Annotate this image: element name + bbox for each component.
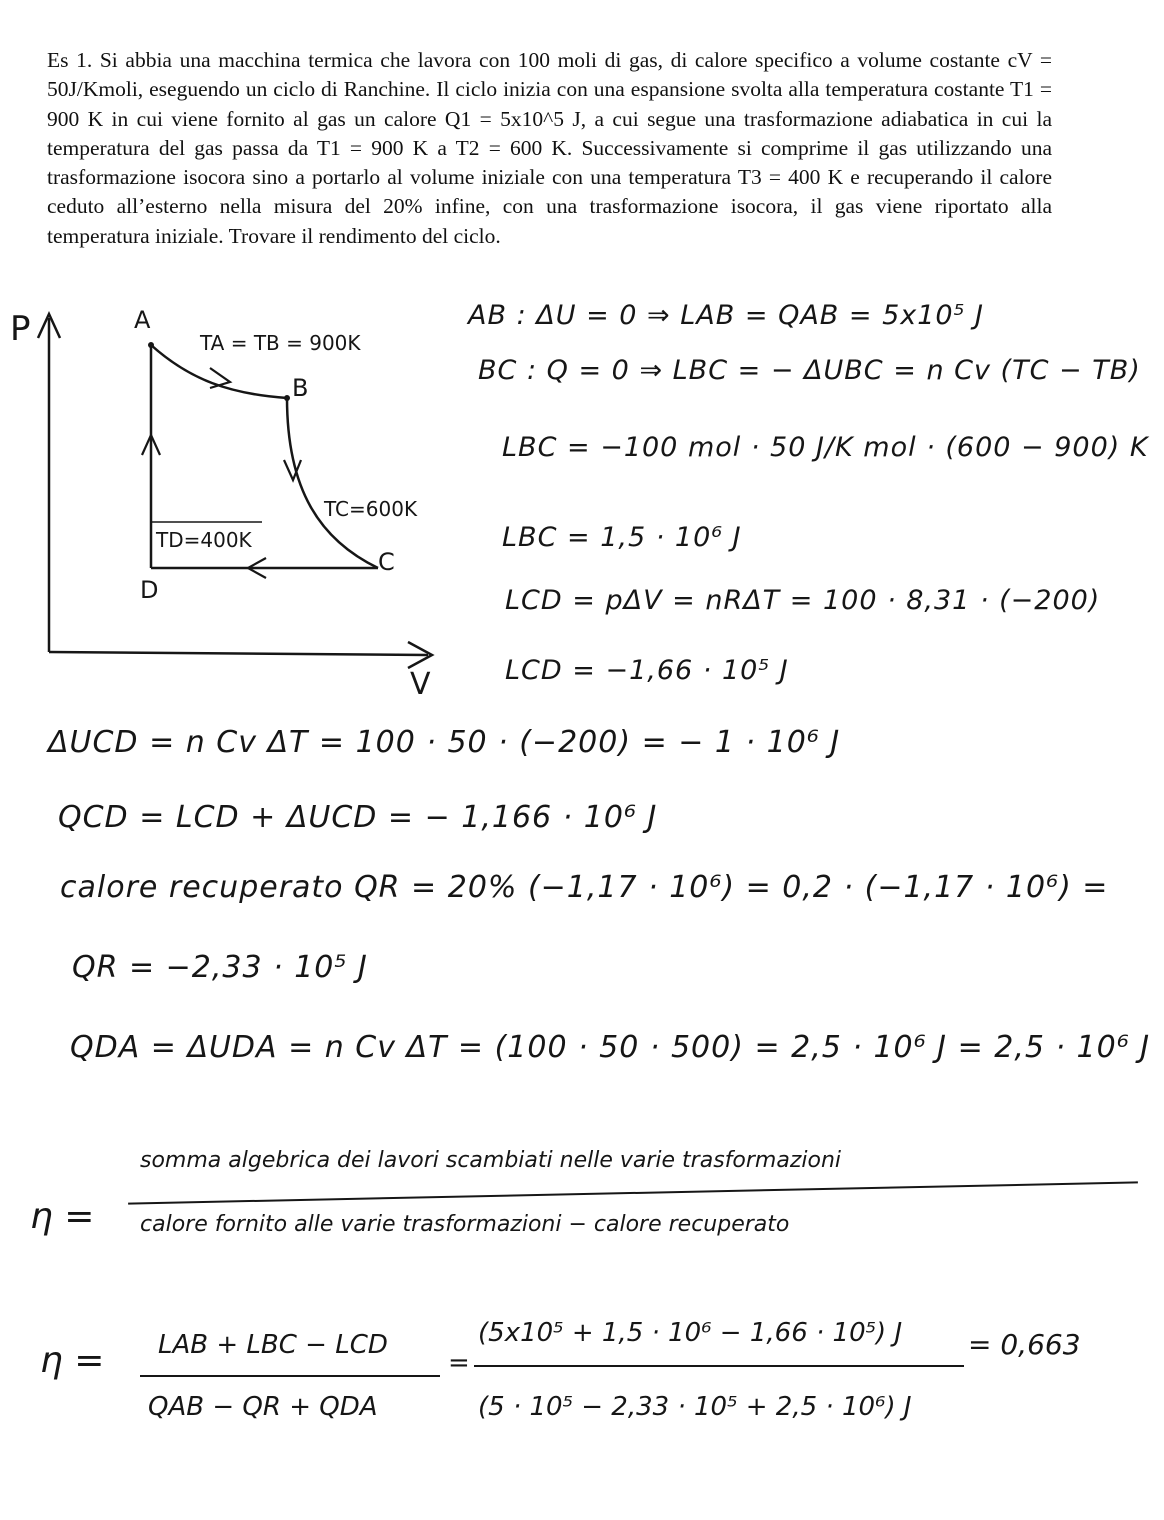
solution-line-lcd-calc: LCD = pΔV = nRΔT = 100 · 8,31 · (−200) <box>505 585 1101 616</box>
eta-numeric-result: = 0,663 <box>968 1328 1081 1361</box>
solution-line-recovered-heat: calore recuperato QR = 20% (−1,17 · 10⁶) = 0,2 · (−1,17 · 10⁶) = <box>60 870 1109 905</box>
solution-line-qr: QR = −2,33 · 10⁵ J <box>72 950 368 985</box>
eta-numeric-denominator: QAB − QR + QDA <box>148 1392 378 1422</box>
point-a-dot <box>148 342 154 348</box>
eta-numeric-equals: = <box>448 1348 470 1378</box>
eta-numeric-fraction-bar-2 <box>474 1365 964 1367</box>
label-ab-temp: TA = TB = 900K <box>200 331 361 355</box>
point-d-label: D <box>140 576 159 604</box>
eta-numeric-symbol: η = <box>40 1340 105 1381</box>
point-b-dot <box>284 395 290 401</box>
solution-line-ducd: ΔUCD = n Cv ΔT = 100 · 50 · (−200) = − 1 · 10⁶ J <box>48 725 841 760</box>
problem-statement: Es 1. Si abbia una macchina termica che lavora con 100 moli di gas, di calore specifico a volume costante cV = 50J/Kmoli, eseguendo un ciclo di Ranchine. Il ciclo inizia con una espansione svolta alla temperatura costante T1 = 900 K in cui viene fornito al gas un calore Q1 = 5x10^5 J, a cui segue una trasformazione adiabatica in cui la temperatura del gas passa da T1 = 900 K a T2 = 600 K. Successivamente si comprime il gas utilizzando una trasformazione isocora sino a portarlo al volume iniziale con una temperatura T3 = 400 K e recuperando il calore ceduto all’esterno nella misura del 20% infine, con una trasformazione isocora, il gas viene riportato alla temperatura iniziale. Trovare il rendimento del ciclo. <box>47 48 1052 248</box>
label-d-temp: TD=400K <box>156 528 252 552</box>
eta-numeric-numerator: LAB + LBC − LCD <box>158 1330 388 1360</box>
eta-numeric-values-numerator: (5x10⁵ + 1,5 · 10⁶ − 1,66 · 10⁵) J <box>478 1318 903 1348</box>
eta-numeric-values-denominator: (5 · 10⁵ − 2,33 · 10⁵ + 2,5 · 10⁶) J <box>478 1392 912 1422</box>
adiabat-bc <box>287 398 378 568</box>
eta-numeric-fraction-bar-1 <box>140 1375 440 1377</box>
axis-p-label: P <box>10 309 31 349</box>
solution-line-bc: BC : Q = 0 ⇒ LBC = − ΔUBC = n Cv (TC − TB) <box>478 355 1141 386</box>
eta-definition-symbol: η = <box>30 1196 95 1237</box>
solution-line-qda: QDA = ΔUDA = n Cv ΔT = (100 · 50 · 500) = 2,5 · 10⁶ J = 2,5 · 10⁶ J <box>70 1030 1151 1065</box>
point-a-label: A <box>134 306 151 334</box>
arrow-ab <box>210 368 230 388</box>
point-b-label: B <box>292 374 309 402</box>
eta-definition-fraction-bar <box>128 1181 1138 1204</box>
eta-definition-numerator: somma algebrica dei lavori scambiati nelle varie trasformazioni <box>140 1148 842 1173</box>
axis-v-label: V <box>410 667 431 700</box>
pv-diagram <box>0 290 470 700</box>
label-c-temp: TC=600K <box>324 497 418 521</box>
point-c-label: C <box>378 548 395 576</box>
eta-definition-denominator: calore fornito alle varie trasformazioni − calore recuperato <box>140 1212 790 1237</box>
solution-line-lbc-result: LBC = 1,5 · 10⁶ J <box>502 522 742 553</box>
solution-line-lcd-result: LCD = −1,66 · 10⁵ J <box>505 655 789 686</box>
solution-line-ab: AB : ΔU = 0 ⇒ LAB = QAB = 5x10⁵ J <box>468 300 984 331</box>
v-axis <box>49 652 428 655</box>
solution-line-lbc-calc: LBC = −100 mol · 50 J/K mol · (600 − 900) K <box>502 432 1149 463</box>
solution-line-qcd: QCD = LCD + ΔUCD = − 1,166 · 10⁶ J <box>58 800 658 835</box>
